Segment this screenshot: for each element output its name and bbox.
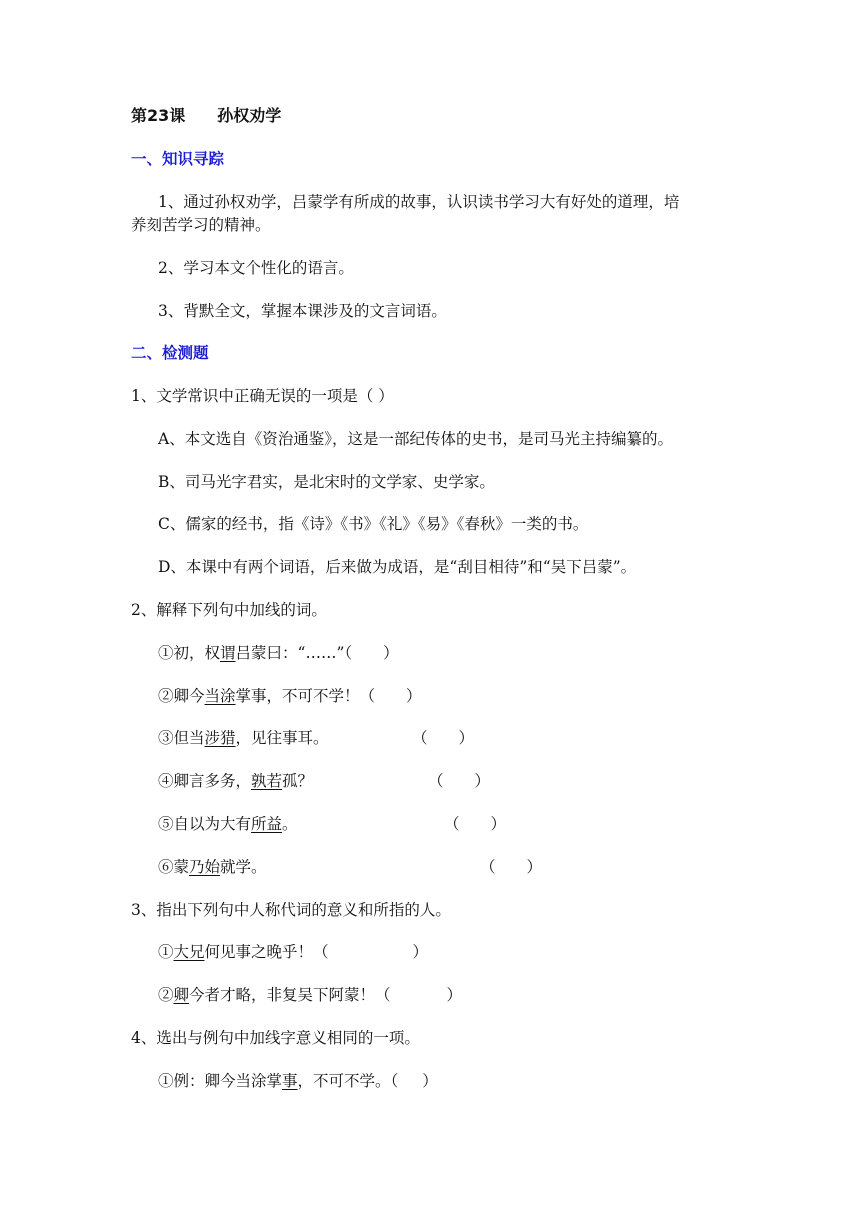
section1-heading: 一、知识寻踪 [131,150,225,168]
answer-blank: （ ） [444,815,507,833]
question-3-item-1: ①大兄何见事之晚乎！（ ） [158,943,429,961]
question-2-item-2: ②卿今当涂掌事，不可不学！（ ） [158,687,422,705]
question-3-stem: 3、指出下列句中人称代词的意义和所指的人。 [131,901,451,919]
answer-blank: （ ） [359,687,422,705]
lesson-name: 孙权劝学 [217,106,282,125]
underlined-word: 所益 [251,815,283,833]
answer-blank-close: ） [422,1072,438,1090]
answer-blank: （ ） [428,772,491,790]
question-2-item-5: ⑤自以为大有所益。 [158,815,298,833]
underlined-word: 谓 [220,644,236,662]
answer-blank: （ ） [412,729,475,747]
question-1-option-c: C、儒家的经书，指《诗》《书》《礼》《易》《春秋》一类的书。 [158,515,589,533]
question-1-option-d: D、本课中有两个词语，后来做为成语，是“刮目相待”和“吴下吕蒙”。 [158,558,637,576]
underlined-word: 当涂 [204,687,236,705]
underlined-word: 事 [282,1072,298,1090]
answer-blank: （ ） [480,858,543,876]
question-1-option-a: A、本文选自《资治通鉴》，这是一部纪传体的史书，是司马光主持编纂的。 [158,430,673,448]
objective-1-line2: 养刻苦学习的精神。 [131,216,271,234]
question-2-item-4: ④卿言多务，孰若孤？ [158,772,314,790]
underlined-word: 乃始 [189,858,221,876]
question-2-stem: 2、解释下列句中加线的词。 [131,601,327,619]
underlined-word: 大兄 [173,943,205,961]
underlined-word: 卿 [173,986,190,1004]
question-2-item-6: ⑥蒙乃始就学。 [158,858,267,876]
question-1-option-b: B、司马光字君实，是北宋时的文学家、史学家。 [158,473,495,491]
section2-heading: 二、检测题 [131,344,209,362]
objective-1-line1: 1、通过孙权劝学，吕蒙学有所成的故事，认识读书学习大有好处的道理，培 [158,193,680,211]
underlined-word: 孰若 [251,772,283,790]
answer-blank-close: ） [446,986,463,1004]
question-3-item-2: ②卿今者才略，非复吴下阿蒙！（ ） [158,986,463,1004]
question-1-stem: 1、文学常识中正确无误的一项是（ ） [131,387,394,405]
answer-blank: （ ） [344,644,399,662]
question-2-item-3: ③但当涉猎，见往事耳。 [158,729,329,747]
question-4-stem: 4、选出与例句中加线字意义相同的一项。 [131,1029,420,1047]
question-2-item-1: ①初，权谓吕蒙曰：“……”（ ） [158,644,399,662]
answer-blank-close: ） [412,943,429,961]
objective-3: 3、背默全文，掌握本课涉及的文言词语。 [158,302,447,320]
question-4-example: ①例：卿今当涂掌事，不可不学。（ ） [158,1072,438,1090]
underlined-word: 涉猎 [204,729,236,747]
objective-2: 2、学习本文个性化的语言。 [158,259,354,277]
lesson-number: 第23课 [131,106,186,125]
lesson-title [131,106,281,126]
